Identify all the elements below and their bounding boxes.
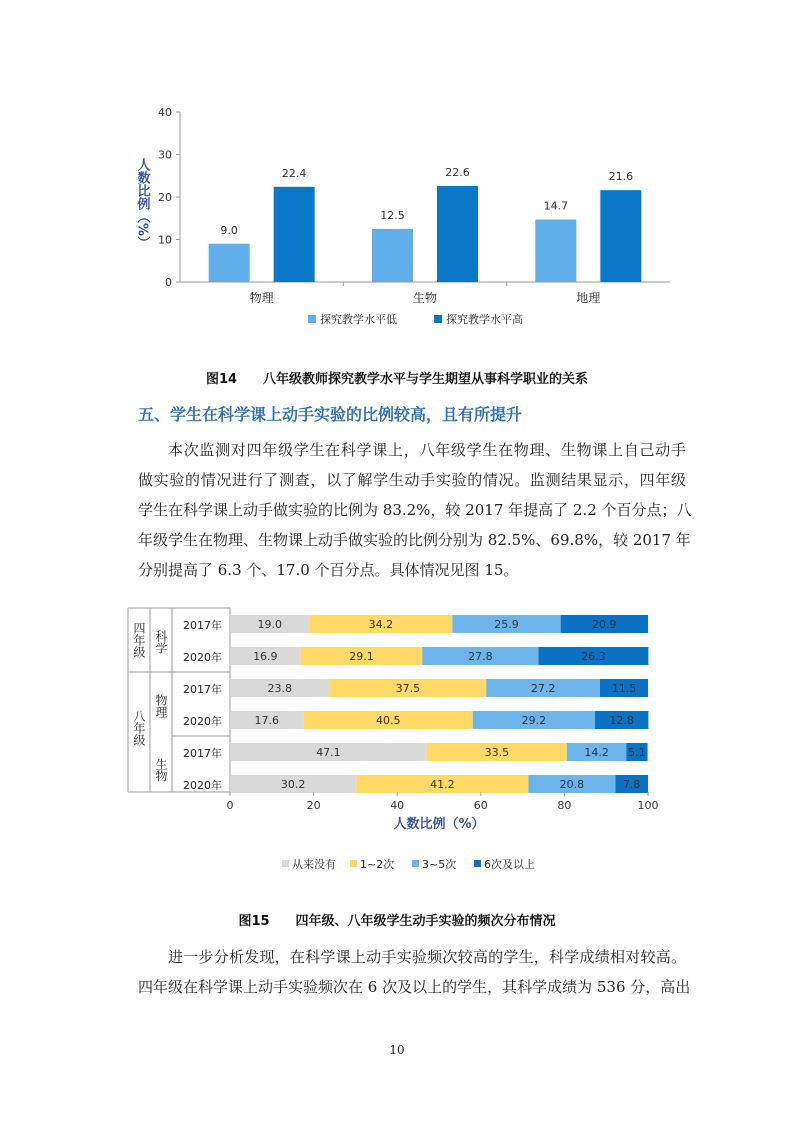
subject-label: 物理 (154, 694, 168, 718)
fig14-bar-chart (120, 100, 680, 340)
segment-label: 16.9 (253, 650, 278, 663)
segment-label: 20.9 (592, 618, 617, 631)
x-category-label: 地理 (576, 291, 601, 305)
grade-label: 八年级 (132, 710, 146, 746)
x-tick-label: 0 (226, 799, 234, 812)
row-year-label: 2017年 (183, 683, 222, 696)
fig15-caption (0, 910, 794, 929)
grade-label: 四年级 (132, 622, 146, 658)
row-year-label: 2020年 (183, 715, 222, 728)
x-tick-label: 40 (390, 799, 405, 812)
x-category-label: 生物 (412, 291, 438, 305)
bar-high (437, 186, 478, 282)
fig15-caption-text: 四年级、八年级学生动手实验的频次分布情况 (295, 914, 556, 929)
legend-swatch (282, 860, 289, 867)
fig14-caption-number: 图14 (205, 372, 238, 387)
segment-label: 25.9 (494, 618, 519, 631)
x-tick-label: 100 (637, 799, 659, 812)
segment-label: 17.6 (254, 714, 280, 727)
paragraph-1-line: 做实验的情况进行了测查，以了解学生动手实验的情况。监测结果显示，四年级 (138, 471, 686, 489)
paragraph-1-line: 本次监测对四年级学生在科学课上，八年级学生在物理、生物课上自己动手 (168, 441, 686, 459)
segment-label: 40.5 (375, 714, 401, 727)
data-label: 22.4 (281, 166, 307, 180)
legend-label: 3~5次 (422, 858, 457, 871)
segment-label: 11.5 (611, 682, 637, 695)
segment-label: 33.5 (484, 746, 510, 759)
section-heading: 五、学生在科学课上动手实验的比例较高，且有所提升 (138, 405, 523, 424)
segment-label: 23.8 (267, 682, 292, 695)
legend-swatch (434, 315, 442, 323)
fig14-caption-text: 八年级教师探究教学水平与学生期望从事科学职业的关系 (263, 372, 589, 387)
legend-swatch (474, 860, 481, 867)
segment-label: 27.8 (468, 650, 493, 663)
paragraph-2 (138, 942, 691, 1002)
segment-label: 12.8 (609, 714, 634, 727)
row-year-label: 2020年 (183, 651, 222, 664)
x-tick-label: 80 (557, 799, 572, 812)
segment-label: 29.2 (521, 714, 547, 727)
segment-label: 7.8 (622, 778, 641, 791)
paragraph-2-line: 进一步分析发现，在科学课上动手实验频次较高的学生，科学成绩相对较高。 (168, 948, 686, 966)
segment-label: 37.5 (395, 682, 421, 695)
data-label: 21.6 (608, 170, 634, 184)
y-tick-label: 40 (158, 106, 172, 119)
y-tick-label: 0 (165, 276, 172, 289)
paragraph-1-line: 分别提高了 6.3 个、17.0 个百分点。具体情况见图 15。 (138, 561, 519, 579)
x-tick-label: 60 (473, 799, 488, 812)
segment-label: 34.2 (368, 618, 394, 631)
segment-label: 14.2 (584, 746, 609, 759)
data-label: 22.6 (445, 165, 470, 179)
bar-high (600, 190, 641, 282)
legend-label: 探究教学水平高 (446, 313, 523, 326)
paragraph-1-line: 年级学生在物理、生物课上动手做实验的比例分别为 82.5%、69.8%，较 2017 年 (138, 531, 691, 549)
paragraph-1 (138, 435, 692, 585)
data-label: 12.5 (380, 208, 405, 222)
segment-label: 30.2 (280, 778, 306, 791)
x-axis-label: 人数比例（%） (393, 817, 485, 832)
legend-label: 6次及以上 (484, 858, 535, 871)
y-tick-label: 20 (158, 191, 172, 204)
paragraph-2-line: 四年级在科学课上动手实验频次在 6 次及以上的学生，其科学成绩为 536 分，高出 (138, 978, 691, 996)
page-number: 10 (389, 1043, 405, 1057)
bar-low (372, 229, 413, 282)
segment-label: 5.1 (628, 746, 646, 759)
segment-label: 26.3 (581, 650, 606, 663)
legend-swatch (350, 860, 357, 867)
bar-low (535, 220, 576, 282)
x-tick-label: 20 (306, 799, 321, 812)
data-label: 9.0 (220, 223, 238, 237)
segment-label: 19.0 (257, 618, 282, 631)
segment-label: 27.2 (530, 682, 556, 695)
bar-low (209, 244, 250, 282)
fig15-stacked-bar-chart (120, 600, 680, 890)
row-year-label: 2020年 (183, 779, 222, 792)
y-tick-label: 30 (158, 148, 172, 162)
subject-label: 生物 (154, 758, 168, 782)
segment-label: 20.8 (559, 778, 585, 791)
paragraph-1-line: 学生在科学课上动手做实验的比例为 83.2%，较 2017 年提高了 2.2 个百分点；八 (138, 501, 692, 519)
legend-label: 1~2次 (360, 858, 395, 871)
x-category-label: 物理 (249, 291, 274, 305)
y-axis-label: 人数比例（%） (134, 158, 150, 250)
segment-label: 29.1 (349, 650, 374, 663)
legend-label: 从来没有 (292, 858, 336, 871)
data-label: 14.7 (543, 199, 569, 213)
legend-swatch (412, 860, 419, 867)
y-tick-label: 10 (158, 233, 172, 247)
fig14-caption (0, 368, 794, 387)
segment-label: 41.2 (430, 778, 455, 791)
legend-label: 探究教学水平低 (320, 313, 397, 326)
segment-label: 47.1 (316, 746, 341, 759)
bar-high (274, 187, 315, 282)
row-year-label: 2017年 (183, 747, 222, 760)
row-year-label: 2017年 (183, 619, 222, 632)
fig15-caption-number: 图15 (238, 914, 270, 929)
legend-swatch (308, 315, 316, 323)
subject-label: 科学 (154, 630, 168, 654)
